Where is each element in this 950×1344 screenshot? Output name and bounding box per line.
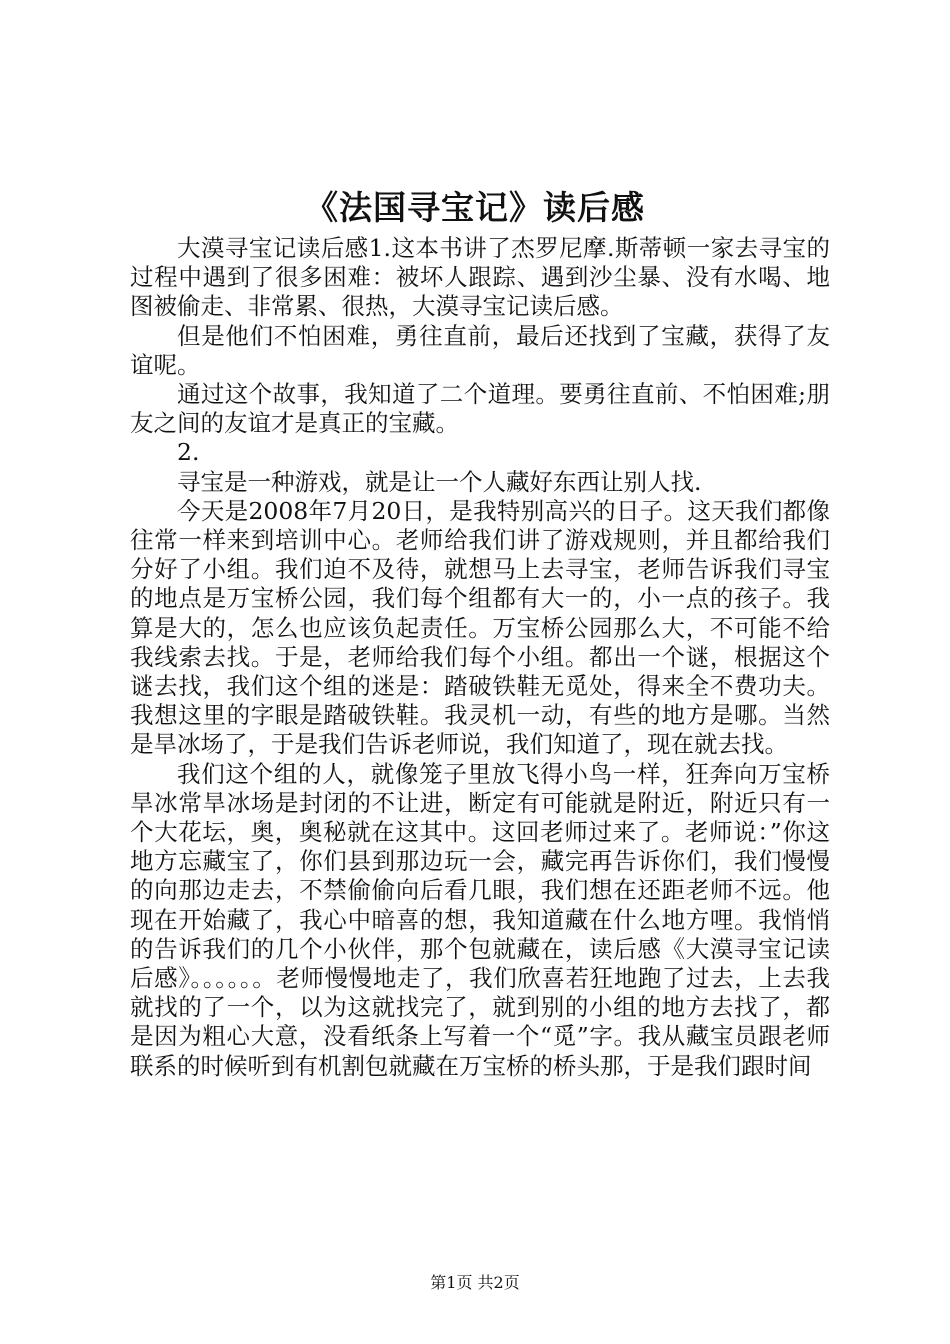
paragraph: 寻宝是一种游戏，就是让一个人藏好东西让别人找. — [177, 467, 702, 496]
paragraph: 2. — [177, 438, 200, 467]
document-body — [130, 234, 830, 1081]
page-number-footer: 第1页 共2页 — [430, 1273, 520, 1292]
paragraph: 但是他们不怕困难，勇往直前，最后还找到了宝藏，获得了友谊呢。 — [130, 321, 830, 379]
document-title: 《法国寻宝记》读后感 — [305, 188, 645, 227]
paragraph: 通过这个故事，我知道了二个道理。要勇往直前、不怕困难;朋友之间的友谊才是真正的宝藏。 — [130, 380, 830, 438]
paragraph: 今天是2008年7月20日，是我特别高兴的日子。这天我们都像往常一样来到培训中心。老师给我们讲了游戏规则，并且都给我们分好了小组。我们迫不及待，就想马上去寻宝，老师告诉我们寻宝的地点是万宝桥公园，我们每个组都有大一的，小一点的孩子。我算是大的，怎么也应该负起责任。万宝桥公园那么大，不可能不给我线索去找。于是，老师给我们每个小组。都出一个谜，根据这个谜去找，我们这个组的迷是：踏破铁鞋无觅处，得来全不费功夫。我想这里的字眼是踏破铁鞋。我灵机一动，有些的地方是哪。当然是旱冰场了，于是我们告诉老师说，我们知道了，现在就去找。 — [130, 496, 830, 759]
paragraph: 大漠寻宝记读后感1.这本书讲了杰罗尼摩.斯蒂顿一家去寻宝的过程中遇到了很多困难：被坏人跟踪、遇到沙尘暴、没有水喝、地图被偷走、非常累、很热，大漠寻宝记读后感。 — [130, 234, 830, 321]
paragraph: 我们这个组的人，就像笼子里放飞得小鸟一样，狂奔向万宝桥旱冰常旱冰场是封闭的不让进，断定有可能就是附近，附近只有一个大花坛，奥，奥秘就在这其中。这回老师过来了。老师说：”你这地方忘藏宝了，你们县到那边玩一会，藏完再告诉你们，我们慢慢的向那边走去，不禁偷偷向后看几眼，我们想在还距老师不远。他现在开始藏了，我心中暗喜的想，我知道藏在什么地方哩。我悄悄的告诉我们的几个小伙伴，那个包就藏在，读后感《大漠寻宝记读后感》。。。。。。老师慢慢地走了，我们欣喜若狂地跑了过去，上去我就找的了一个，以为这就找完了，就到别的小组的地方去找了，都是因为粗心大意，没看纸条上写着一个“觅”字。我从藏宝员跟老师联系的时候听到有机割包就藏在万宝桥的桥头那，于是我们跟时间 — [130, 759, 830, 1080]
